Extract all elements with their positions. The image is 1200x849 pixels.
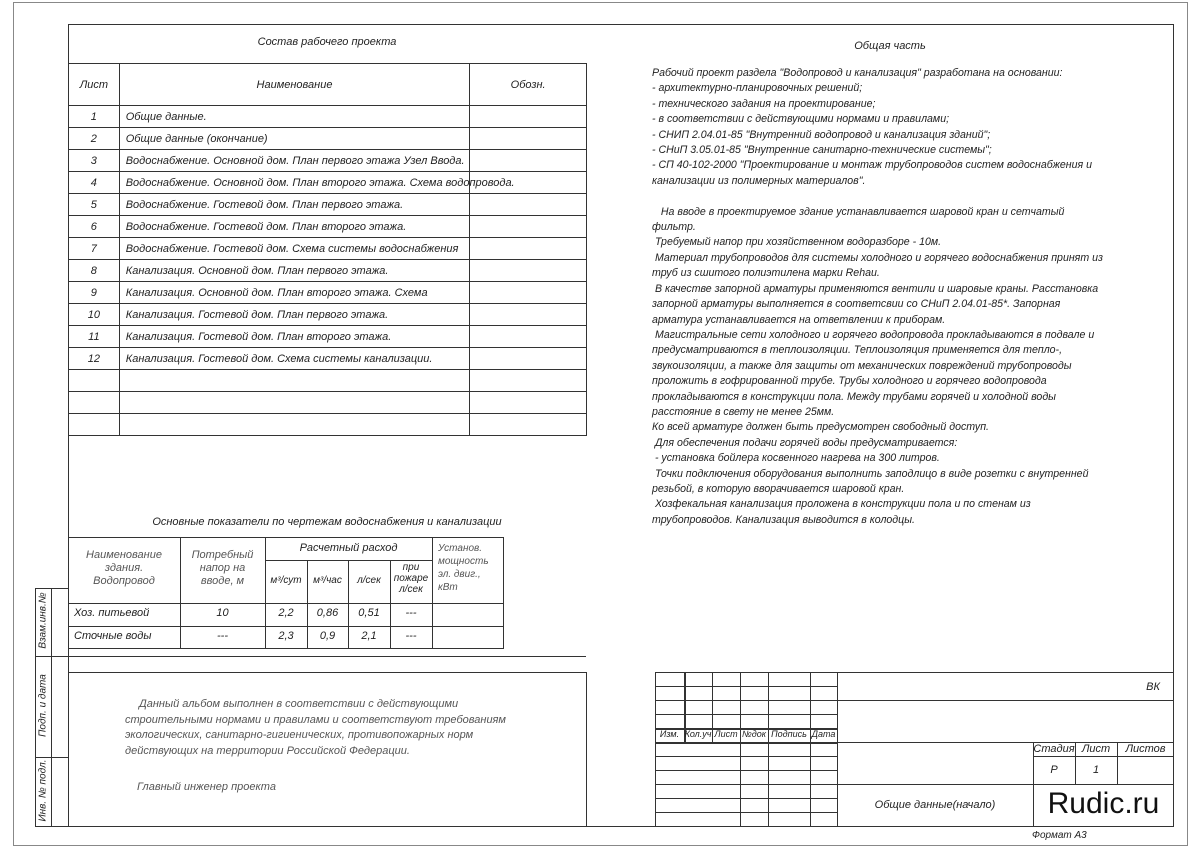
general-line: труб из сшитого полиэтилена марки Rehau. xyxy=(652,267,880,280)
general-title: Общая часть xyxy=(854,40,926,52)
header-flow: Расчетный расход xyxy=(299,542,398,554)
indicator-cell: 0,86 xyxy=(316,607,339,619)
format-label: Формат А3 xyxy=(1032,830,1087,841)
table-row xyxy=(69,392,587,414)
table-row xyxy=(69,194,587,216)
header-power: Установ. мощность эл. двиг., кВт xyxy=(438,543,489,593)
stamp-column-header: Изм. xyxy=(659,729,680,739)
sheet-title: Канализация. Основной дом. План второго этажа. Схема xyxy=(119,282,470,304)
general-line: проложить в гофрированной трубе. Трубы холодного и горячего водопровода xyxy=(652,375,1047,388)
table-row xyxy=(69,260,587,282)
general-text xyxy=(652,66,1103,528)
general-line: резьбой, в которую вворачивается шаровой кран. xyxy=(652,482,905,495)
header-building-name: Наименование здания. Водопровод xyxy=(86,549,162,587)
sheet-title: Водоснабжение. Основной дом. План первого этажа Узел Ввода. xyxy=(119,150,470,172)
table-row xyxy=(69,238,587,260)
table-row xyxy=(69,216,587,238)
divider xyxy=(68,656,586,657)
stamp-column-header: Кол.уч xyxy=(684,729,712,739)
title-block xyxy=(655,672,1174,827)
general-line: На вводе в проектируемое здание устанавливается шаровой кран и сетчатый xyxy=(652,205,1065,218)
general-line: - СНиП 3.05.01-85 "Внутренние санитарно-технические системы"; xyxy=(652,144,992,157)
sheet-number: 11 xyxy=(69,326,120,348)
general-line: фильтр. xyxy=(652,221,696,234)
note-text xyxy=(125,697,506,759)
general-line: трубопроводов. Канализация выводится в колодцы. xyxy=(652,513,915,526)
side-label-inventory: Инв. № подл. xyxy=(37,759,49,822)
general-line xyxy=(652,189,1103,204)
sheet-number: 8 xyxy=(69,260,120,282)
side-label-signature: Подп. и дата xyxy=(37,674,49,737)
sheet-header: Лист xyxy=(1081,743,1111,755)
general-line: Требуемый напор при хозяйственном водоразборе - 10м. xyxy=(652,236,942,249)
sheet-title: Канализация. Гостевой дом. План первого этажа. xyxy=(119,304,470,326)
indicator-cell: 0,9 xyxy=(319,630,336,642)
sheet-number: 10 xyxy=(69,304,120,326)
general-line: канализации из полимерных материалов". xyxy=(652,174,866,187)
sheet-number: 2 xyxy=(69,128,120,150)
table-row xyxy=(69,414,587,436)
table-row xyxy=(69,106,587,128)
indicator-cell: 10 xyxy=(216,607,229,619)
sheet-number: 3 xyxy=(69,150,120,172)
general-line: предусматриваются в теплоизоляции. Теплоизоляция применяется для тепло-, xyxy=(652,344,1063,357)
header-l-sec: л/сек xyxy=(357,575,381,586)
general-line: - установка бойлера косвенного нагрева на 300 литров. xyxy=(652,452,940,465)
indicators-table xyxy=(68,537,504,649)
stage-value: Р xyxy=(1050,764,1058,776)
composition-header: Обозн. xyxy=(470,64,587,106)
indicator-cell: Хоз. питьевой xyxy=(74,607,150,619)
general-line: Ко всей арматуре должен быть предусмотрен свободный доступ. xyxy=(652,421,989,434)
sheet-number: 7 xyxy=(69,238,120,260)
indicator-cell: --- xyxy=(405,630,417,642)
indicators-title: Основные показатели по чертежам водоснабжения и канализации xyxy=(152,516,502,528)
general-line: Хозфекальная канализация проложена в конструкции пола и по стенам из xyxy=(652,498,1031,511)
stamp-column-header: №док xyxy=(742,729,766,739)
indicator-cell: 2,2 xyxy=(278,607,294,619)
sheet-title: Канализация. Гостевой дом. План второго этажа. xyxy=(119,326,470,348)
general-line: Для обеспечения подачи горячей воды предусматривается: xyxy=(652,436,958,449)
sheet-number: 1 xyxy=(69,106,120,128)
chief-engineer-label: Главный инженер проекта xyxy=(137,781,276,793)
indicator-cell: 0,51 xyxy=(358,607,380,619)
general-line: Материал трубопроводов для системы холодного и горячего водоснабжения принят из xyxy=(652,251,1103,264)
general-line: арматура устанавливается на ответвлении к приборам. xyxy=(652,313,946,326)
sheet-title: Водоснабжение. Основной дом. План второго этажа. Схема водопровода. xyxy=(119,172,470,194)
sheet-value: 1 xyxy=(1092,764,1100,776)
general-line: Рабочий проект раздела "Водопровод и канализация" разработана на основании: xyxy=(652,67,1063,79)
general-line: В качестве запорной арматуры применяются вентили и шаровые краны. Расстановка xyxy=(652,282,1099,295)
table-row xyxy=(69,326,587,348)
sheet-title: Водоснабжение. Гостевой дом. Схема системы водоснабжения xyxy=(119,238,470,260)
stamp-column-header: Подпись xyxy=(771,729,807,739)
general-line: - в соответствии с действующими нормами и правилами; xyxy=(652,113,950,126)
indicator-cell: 2,3 xyxy=(278,630,294,642)
note-line: строительными нормами и правилами и соответствуют требованиям xyxy=(125,713,506,726)
project-code: ВК xyxy=(1146,681,1160,693)
indicator-cell: 2,1 xyxy=(361,630,377,642)
composition-table xyxy=(68,63,587,436)
indicator-cell: --- xyxy=(217,630,228,642)
indicator-cell: Сточные воды xyxy=(74,630,152,642)
composition-header: Наименование xyxy=(119,64,470,106)
general-line: звукоизоляции, а также для защиты от механических повреждений трубопроводы xyxy=(652,359,1072,372)
table-row xyxy=(69,172,587,194)
general-line: - архитектурно-планировочных решений; xyxy=(652,82,863,95)
table-row xyxy=(69,370,587,392)
side-label-replace: Взам.инв.№ xyxy=(37,592,49,649)
sheet-title: Канализация. Основной дом. План первого этажа. xyxy=(119,260,470,282)
sheet-title: Водоснабжение. Гостевой дом. План второго этажа. xyxy=(119,216,470,238)
sheet-title: Водоснабжение. Гостевой дом. План первого этажа. xyxy=(119,194,470,216)
general-line: - СП 40-102-2000 "Проектирование и монтаж трубопроводов систем водоснабжения и xyxy=(652,159,1093,172)
general-line: - СНИП 2.04.01-85 "Внутренний водопровод и канализация зданий"; xyxy=(652,128,991,141)
table-row xyxy=(69,304,587,326)
header-m3-day: м³/сут xyxy=(270,575,302,586)
table-row xyxy=(69,128,587,150)
sheet-number: 5 xyxy=(69,194,120,216)
header-fire: при пожаре л/сек xyxy=(393,562,429,595)
stamp-column-header: Лист xyxy=(714,729,738,739)
sheet-number: 12 xyxy=(69,348,120,370)
header-pressure: Потребный напор на вводе, м xyxy=(191,549,254,587)
sheets-header: Листов xyxy=(1125,743,1166,755)
indicator-cell: --- xyxy=(405,607,417,619)
note-line: действующих на территории Российской Федерации. xyxy=(125,744,410,757)
general-line: запорной арматуры выполняется в соответсвии со СНиП 2.04.01-85*. Запорная xyxy=(652,298,1061,311)
watermark-logo: Rudic.ru xyxy=(1047,787,1160,820)
general-line: прокладываются в конструкции пола. Между трубами горячей и холодной воды xyxy=(652,390,1056,403)
table-row xyxy=(69,282,587,304)
sheet-title: Общие данные. xyxy=(119,106,470,128)
sheet-number: 6 xyxy=(69,216,120,238)
sheet-title: Общие данные (окончание) xyxy=(119,128,470,150)
note-line: Данный альбом выполнен в соответствии с действующими xyxy=(139,698,459,710)
sheet-name: Общие данные(начало) xyxy=(874,799,996,811)
general-line: расстояние в свету не менее 25мм. xyxy=(652,405,835,418)
header-m3-hour: м³/час xyxy=(313,575,342,586)
general-line: Точки подключения оборудования выполнить заподлицо в виде розетки с внутренней xyxy=(652,467,1089,480)
stage-header: Стадия xyxy=(1033,743,1075,755)
note-line: экологических, санитарно-гигиенических, противопожарных норм xyxy=(125,729,474,741)
stamp-column-header: Дата xyxy=(811,729,836,739)
composition-header: Лист xyxy=(69,64,120,106)
sheet-number: 4 xyxy=(69,172,120,194)
sheet-number: 9 xyxy=(69,282,120,304)
general-line: - технического задания на проектирование; xyxy=(652,97,876,110)
composition-title: Состав рабочего проекта xyxy=(257,36,397,48)
table-row xyxy=(69,150,587,172)
general-line: Магистральные сети холодного и горячего водопровода прокладываются в подвале и xyxy=(652,328,1095,341)
table-row xyxy=(69,348,587,370)
sheet-title: Канализация. Гостевой дом. Схема системы канализации. xyxy=(119,348,470,370)
